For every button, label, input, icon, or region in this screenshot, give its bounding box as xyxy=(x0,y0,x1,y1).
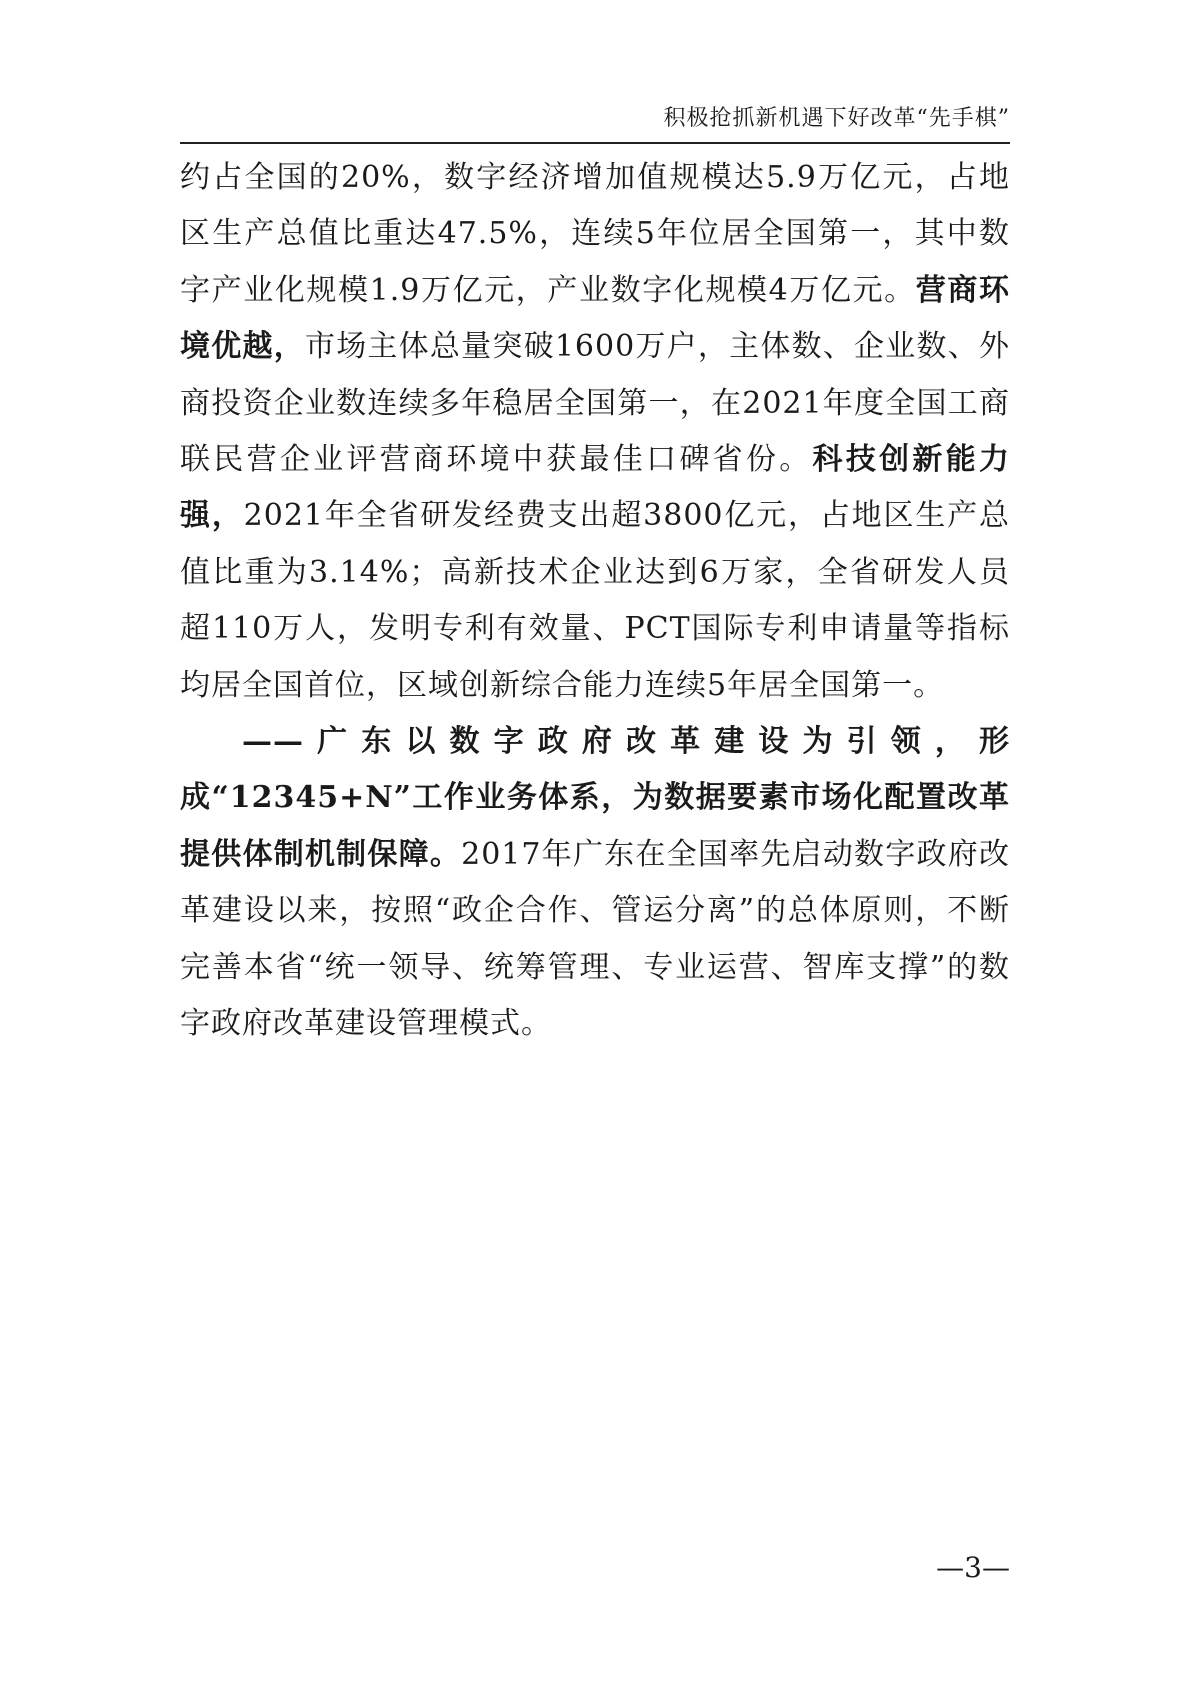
running-header: 积极抢抓新机遇下好改革“先手棋” xyxy=(663,106,1010,131)
text-segment: 2017年广东在全国率先启动数字政府改革建设以来，按照“政企合作、管运分离”的总体原则，不断完善本省“统一领导、统筹管理、专业运营、智库支撑”的数字政府改革建设管理模式。 xyxy=(180,836,1010,1042)
text-segment: 2021年全省研发经费支出超3800亿元，占地区生产总值比重为3.14%；高新技术企业达到6万家，全省研发人员超110万人，发明专利有效量、PCT国际专利申请量等指标均居全国首位，区域创新综合能力连续5年居全国第一。 xyxy=(180,498,1011,703)
paragraph-economy xyxy=(180,150,1010,714)
page-number: —3— xyxy=(936,1551,1010,1584)
text-segment: 市场主体总量突破1600万户，主体数、企业数、外商投资企业数连续多年稳居全国第一，在2021年度全国工商联民营企业评营商环境中获最佳口碑省份。 xyxy=(180,329,1011,478)
bold-heading-innovation: 科技创新能力强， xyxy=(180,442,1011,534)
bold-lead-digital-government: ——广东以数字政府改革建设为引领，形成“12345+N”工作业务体系，为数据要素市场化配置改革提供体制机制保障。 xyxy=(180,724,1010,872)
body-text xyxy=(180,150,1010,1053)
header-rule xyxy=(180,142,1010,144)
paragraph-digital-government xyxy=(180,714,1010,1052)
bold-heading-business-environment: 营商环境优越， xyxy=(180,272,1011,365)
text-segment: 约占全国的20%，数字经济增加值规模达5.9万亿元，占地区生产总值比重达47.5%，连续5年位居全国第一，其中数字产业化规模1.9万亿元，产业数字化规模4万亿元。 xyxy=(180,160,1010,308)
